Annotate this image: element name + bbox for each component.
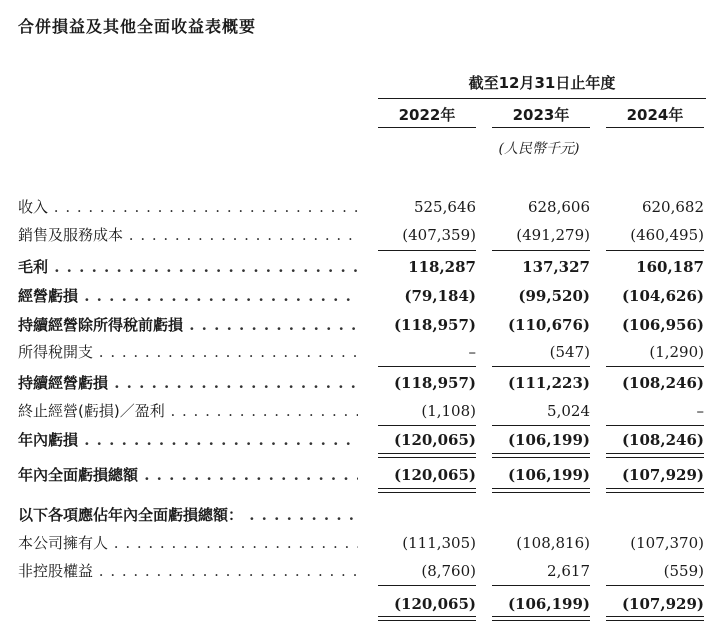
subtotal-rule bbox=[492, 585, 590, 586]
cell-2023: (491,279) bbox=[516, 226, 590, 244]
cell-2023: (106,199) bbox=[507, 466, 590, 484]
cell-2022: (79,184) bbox=[404, 287, 476, 305]
total-double-rule bbox=[378, 488, 476, 493]
period-header: 截至12月31日止年度 bbox=[468, 74, 616, 92]
cell-2023: (106,199) bbox=[507, 431, 590, 449]
table-row-non-controlling bbox=[0, 558, 726, 584]
cell-2022: (1,108) bbox=[421, 402, 476, 420]
cell-2024: (107,929) bbox=[621, 466, 704, 484]
subtotal-rule bbox=[606, 425, 704, 426]
subtotal-rule bbox=[492, 425, 590, 426]
row-label: 年內全面虧損總額 . . . bbox=[18, 462, 358, 488]
table-row-income-tax bbox=[0, 339, 726, 365]
table-row-loss-for-year bbox=[0, 427, 726, 453]
cell-2023: (106,199) bbox=[507, 595, 590, 613]
total-double-rule bbox=[606, 488, 704, 493]
cell-2024: (104,626) bbox=[621, 287, 704, 305]
table-row-loss-before-tax bbox=[0, 312, 726, 338]
row-label: 所得稅開支 . . . bbox=[18, 339, 358, 365]
row-label: 經營虧損 . . . bbox=[18, 283, 358, 309]
table-row-attributable-total bbox=[0, 591, 726, 617]
year-rule bbox=[378, 127, 476, 128]
year-header-2022: 2022年 bbox=[398, 106, 456, 124]
subtotal-rule bbox=[606, 250, 704, 251]
period-header-rule bbox=[378, 98, 706, 99]
currency-note: (人民幣千元) bbox=[498, 141, 580, 157]
cell-2024: (107,929) bbox=[621, 595, 704, 613]
subtotal-rule bbox=[606, 585, 704, 586]
cell-2023: 137,327 bbox=[522, 258, 590, 276]
row-label: 終止經營(虧損)／盈利 . . . bbox=[18, 398, 358, 424]
row-label: 年內虧損 . . . bbox=[18, 427, 358, 453]
row-label: 以下各項應佔年內全面虧損總額： . . . bbox=[18, 502, 358, 528]
total-double-rule bbox=[606, 616, 704, 621]
cell-2022: (118,957) bbox=[393, 374, 476, 392]
cell-2024: (559) bbox=[663, 562, 704, 580]
cell-2022: (120,065) bbox=[393, 595, 476, 613]
total-double-rule bbox=[492, 488, 590, 493]
cell-2022: 118,287 bbox=[408, 258, 476, 276]
cell-2023: (110,676) bbox=[507, 316, 590, 334]
page-title: 合併損益及其他全面收益表概要 bbox=[18, 17, 257, 36]
row-label: 非控股權益 . . . bbox=[18, 558, 358, 584]
subtotal-rule bbox=[492, 250, 590, 251]
table-row-continuing-loss bbox=[0, 370, 726, 396]
cell-2022: (120,065) bbox=[393, 466, 476, 484]
table-row-cost-of-sales bbox=[0, 222, 726, 248]
subtotal-rule bbox=[378, 585, 476, 586]
subtotal-rule bbox=[606, 366, 704, 367]
table-row-total-comprehensive-loss bbox=[0, 462, 726, 488]
total-double-rule bbox=[378, 616, 476, 621]
year-header-2023: 2023年 bbox=[512, 106, 570, 124]
row-label: 本公司擁有人 . . . bbox=[18, 530, 358, 556]
year-rule bbox=[606, 127, 704, 128]
table-row-gross-profit bbox=[0, 254, 726, 280]
cell-2023: 5,024 bbox=[547, 402, 590, 420]
cell-2023: (108,816) bbox=[516, 534, 590, 552]
total-double-rule bbox=[492, 616, 590, 621]
cell-2024: (1,290) bbox=[649, 343, 704, 361]
subtotal-rule bbox=[492, 366, 590, 367]
cell-2022: (120,065) bbox=[393, 431, 476, 449]
cell-2022: 525,646 bbox=[413, 198, 476, 216]
cell-2022: (8,760) bbox=[421, 562, 476, 580]
cell-2024: 620,682 bbox=[641, 198, 704, 216]
cell-2022: (118,957) bbox=[393, 316, 476, 334]
cell-2023: 628,606 bbox=[527, 198, 590, 216]
cell-2024: (108,246) bbox=[621, 374, 704, 392]
cell-2024: (460,495) bbox=[630, 226, 704, 244]
subtotal-rule bbox=[378, 250, 476, 251]
cell-2024: (107,370) bbox=[630, 534, 704, 552]
cell-2023: 2,617 bbox=[547, 562, 590, 580]
cell-2022: (111,305) bbox=[402, 534, 476, 552]
cell-2022: (407,359) bbox=[402, 226, 476, 244]
table-row-operating-loss bbox=[0, 283, 726, 309]
cell-2024: – bbox=[696, 402, 704, 420]
cell-2023: (99,520) bbox=[518, 287, 590, 305]
row-label: 持續經營除所得稅前虧損 . . . bbox=[18, 312, 358, 338]
table-row-revenue bbox=[0, 194, 726, 220]
row-label: 毛利 . . . bbox=[18, 254, 358, 280]
table-row-attributable-heading bbox=[0, 502, 726, 528]
total-double-rule bbox=[492, 453, 590, 458]
table-row-discontinued bbox=[0, 398, 726, 424]
row-label: 銷售及服務成本 . . . bbox=[18, 222, 358, 248]
year-rule bbox=[492, 127, 590, 128]
total-double-rule bbox=[378, 453, 476, 458]
year-header-2024: 2024年 bbox=[626, 106, 684, 124]
cell-2023: (547) bbox=[549, 343, 590, 361]
cell-2024: (106,956) bbox=[621, 316, 704, 334]
row-label: 收入 . . . bbox=[18, 194, 358, 220]
subtotal-rule bbox=[378, 366, 476, 367]
cell-2022: – bbox=[468, 343, 476, 361]
total-double-rule bbox=[606, 453, 704, 458]
table-row-owners bbox=[0, 530, 726, 556]
row-label: 持續經營虧損 . . . bbox=[18, 370, 358, 396]
subtotal-rule bbox=[378, 425, 476, 426]
cell-2024: 160,187 bbox=[636, 258, 704, 276]
cell-2023: (111,223) bbox=[507, 374, 590, 392]
cell-2024: (108,246) bbox=[621, 431, 704, 449]
